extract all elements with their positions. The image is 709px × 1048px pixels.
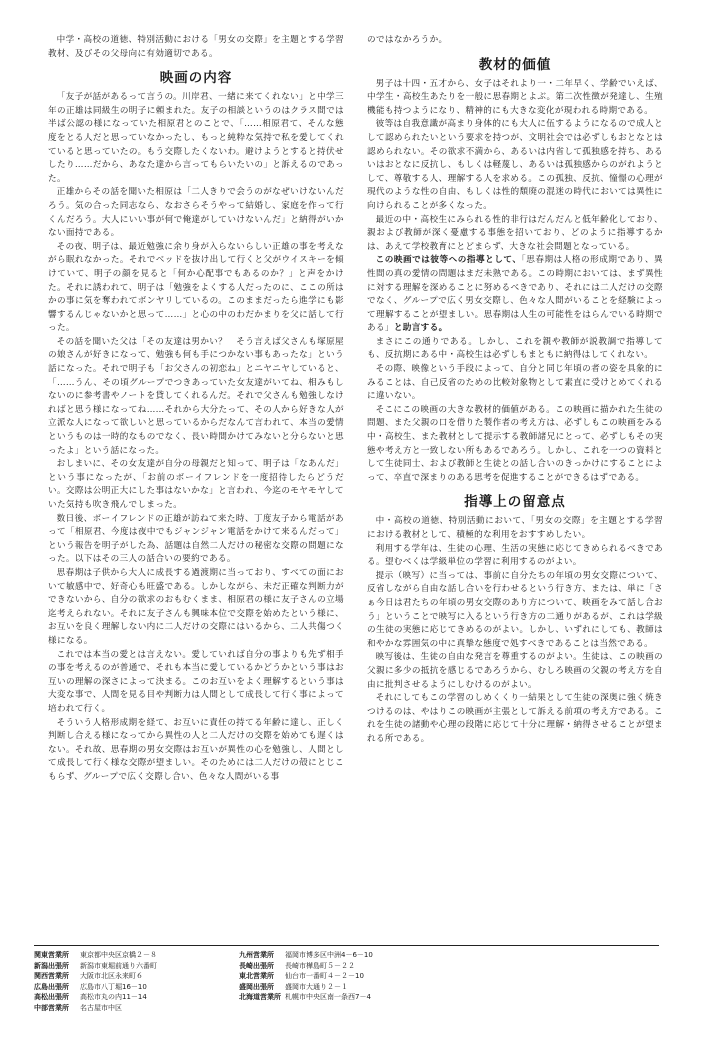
- value-paragraph: そこにこの映画の大きな教材的価値がある。この映画に描かれた生徒の問題、また父親の口を借りた製作者の考え方は、必ずしもこの映画をみる中・高校生、また教材として提示する教師諸兄にとって、必ずしもその実態や考え方と一致しない所もあるであろう。しかし、これを一つの資料として生徒同士、および教師と生徒との話し合いのきっかけにすることによって、卒直で深まりのある思考を促進することができるはずである。: [367, 404, 663, 483]
- heading-educational-value: 教材的価値: [478, 56, 552, 73]
- notes-paragraph: それにしてもこの学習のしめくくり一結果として生徒の深奥に強く焼きつけるのは、やはりこの映画が主張として訴える前項の考え方である。これを生徒の諸動や心理の段階に応じて十分に理解・納得させることが望まれる所である。: [367, 693, 663, 744]
- content-paragraph: これでは本当の愛とは言えない。愛していれば自分の事よりも先ず相手の事を考えるのが普通で、それも本当に愛しているかどうかという事はお互いの理解の深さによって決まる。このお互いをよく理解するという事は大変な事で、人間を見る目や判断力は人間として成長して行く事によって培われて行く。: [48, 649, 344, 714]
- office-name: 中部営業所: [34, 1003, 69, 1012]
- content-paragraph: 数日後、ボーイフレンドの正雄が訪ねて来た時、丁度友子から電話があって「相原君、今度は夜中でもジャンジャン電話をかけて来るんだって」という報告を明子がした為、話題は自然二人だけの秘密な交際の問題になった。以下はその三人の話合いの要約である。: [48, 513, 344, 565]
- content-paragraph: その夜、明子は、最近勉強に余り身が入らないらしい正雄の事を考えながら眠れなかった。それでベッドを抜け出して行くと父がウイスキーを傾けていて、明子の顔を見ると「何か心配事でもあるのか？」と声をかけた。それに誘われて、明子は「勉強をよくする人だったのに、ここの所はかの事に気を奪われてボンヤリしているの。このままだったら進学にも影響するんじゃないかと思って……」と心の中のわだかまりを父に話して行った。: [48, 241, 344, 334]
- office-address: 大阪市北区永来町６: [80, 972, 143, 981]
- office-address: 東京都中央区京橋２－８: [80, 951, 157, 959]
- emphasis-end: と助言する。: [393, 323, 448, 334]
- office-entry: [239, 961, 539, 972]
- office-name: 九州営業所: [239, 951, 274, 959]
- office-name: 東北営業所: [239, 972, 274, 981]
- office-entry: [239, 971, 539, 982]
- continuation-line: のではなかろうか。: [367, 35, 448, 45]
- heading-film-content: 映画の内容: [159, 70, 233, 87]
- office-address: 仙台市一番町４－２－10: [285, 972, 364, 981]
- office-entry: [239, 982, 539, 993]
- office-address: 高松市丸の内11－14: [80, 993, 147, 1002]
- right-column: [367, 34, 663, 944]
- office-name: 広島出張所: [34, 982, 69, 991]
- content-paragraph: おしまいに、その女友達が自分の母親だと知って、明子は「なあんだ」という事になったが、「お前のボーイフレンドを一度招待したらどうだい。交際は公明正大にした事はないかな」と言われ、今迄のモヤモヤしていた気持も吹き飛んでしまった。: [48, 459, 344, 510]
- office-address: 広島市八丁堀16－10: [80, 982, 147, 991]
- footer-divider: [34, 945, 659, 946]
- value-paragraph: その際、映像という手段によって、自分と同じ年頃の者の姿を具象的にみることは、自己反省のための比較対象物として素直に受けとめてくれるに違いない。: [367, 364, 663, 402]
- office-name: 関東営業所: [34, 951, 69, 959]
- office-address: 札幌市中央区南一条西7－4: [285, 993, 371, 1002]
- office-entry: [239, 950, 539, 961]
- notes-paragraph: 利用する学年は、生徒の心理、生活の実態に応じてきめられるべきである。望むべくは学級単位の学習に利用するのがよい。: [367, 543, 663, 568]
- office-address: 新潟市東堀前通り六番町: [80, 961, 157, 970]
- content-paragraph: その話を聞いた父は「その友達は男かい？ そう言えば父さんも塚原屋の娘さんが好きになって、勉強も何も手につかない事もあったな」という話になった。それで明子も「お父さんの初恋ね」とニヤニヤしていると、「……うん、その頃グループでつきあっていた女友達がいてね、相みもしないのに参考書やノートを貸してくれるんだ。それで父さんも勉強しなければと思う様になってね……それから大分たって、その人から好きな人が立派な人になって欲しいと思っているからだなんて言われて、本当の愛情というものは一時的なものでなく、長い時間かけてみないと分らないと思ったよ」という話になった。: [48, 336, 344, 456]
- content-paragraph: 思春期は子供から大人に成長する過渡期に当っており、すべての面において敏感中で、好奇心も旺盛である。しかしながら、未だ正確な判断力ができないから、自分の欲求のおもむくまま、相原君の様に友子さんの立場迄考えられない。それに友子さんも興味本位で交際を始めたという様に、お互いを良く理解しない内に二人だけの交際にはいるから、二人共傷つく様になる。: [48, 567, 344, 646]
- office-name: 盛岡出張所: [239, 982, 274, 991]
- content-paragraph: そういう人格形成期を経て、お互いに責任の持てる年齢に達し、正しく判断し合える様になってから異性の人と二人だけの交際を始めても遅くはない。それ故、思春期の男女交際はお互いが異性の心を勉強し、人間として成長して行く様な交際が望ましい。そのためには二人だけの殻にとじこもらず、グループで広く交際し合い、色々な人間がいる事: [48, 717, 344, 782]
- value-paragraph: 男子は十四・五才から、女子はそれより一・二年早く、学齢でいえば、中学生・高校生あたりを一般に思春期とよぶ。第二次性徴が発達し、生殖機能も持つようになり、精神的にも大きな変化が現われる時期である。: [367, 78, 663, 116]
- office-name: 北海道営業所: [239, 993, 281, 1002]
- office-name: 長崎出張所: [239, 961, 274, 970]
- emphasis-label: この映画では彼等への指導として、: [375, 255, 522, 266]
- office-address: 盛岡市大通り２－１: [285, 982, 348, 991]
- office-entry: [239, 992, 539, 1003]
- heading-teaching-notes: 指導上の留意点: [464, 494, 566, 511]
- left-column: [48, 34, 344, 944]
- intro-paragraph: 中学・高校の道徳、特別活動における「男女の交際」を主題とする学習教材、及びその父母向に有効適切である。: [48, 35, 344, 59]
- content-paragraph: 正雄からその話を聞いた相原は「二人きりで会うのがなぜいけないんだろう。気の合った同志なら、なおさらそうやって結婚し、家庭を作って行くんだろう。大人にいい事が何で俺達がしていけないんだ」と納得がいかない面持である。: [48, 187, 344, 239]
- value-paragraph: まさにこの通りである。しかし、これを親や教師が説教調で指導しても、反抗期にある中・高校生は必ずしもまともに納得はしてくれない。: [367, 336, 663, 361]
- office-name: 新潟出張所: [34, 961, 69, 970]
- value-paragraph: 最近の中・高校生にみられる性的非行はだんだんと低年齢化しており、親および教師が深く憂慮する事態を招いており、どのように指導するかは、あえて学校教育にとどまらず、大きな社会問題となっている。: [367, 214, 663, 252]
- office-name: 関西営業所: [34, 972, 69, 981]
- guidance-emphasis-paragraph: [367, 254, 663, 336]
- value-paragraph: 彼等は自我意識が高まり身体的にも大人に伍するようになるので成人として認められたいという要求を持つが、文明社会では必ずしもおとなとは認められない。その欲求不満から、あるいは内省して孤独感を持ち、あるいはおとなに反抗し、もしくは軽蔑し、あるいは孤独感からのがれようとして、尊敬する人、理解する人を求める。この孤独、反抗、憧憬の心理が現代のような性の自由、もしくは性的頽廃の混迷の時代においては異性に向けられることが多くなった。: [367, 119, 663, 211]
- notes-paragraph: 提示（映写）に当っては、事前に自分たちの年頃の男女交際について、反省しながら自由な話し合いを行わせるという行き方、または、単に「さぁ今日は君たちの年頃の男女交際のあり方について、映画をみて話し合おう」ということで映写に入るという行き方の二通りがあるが、これは学級の生徒の実態に応じてきめるのがよい。しかし、いずれにしても、教師は和やかな雰囲気の中に真摯な態度で処すべきであることは当然である。: [367, 570, 663, 649]
- office-name: 高松出張所: [34, 993, 69, 1002]
- office-address: 長崎市樺島町５－２２: [285, 961, 355, 970]
- notes-paragraph: 中・高校の道徳、特別活動において、「男女の交際」を主題とする学習における教材として、積極的な利用をおすすめしたい。: [367, 516, 663, 540]
- office-list-right: [239, 950, 539, 1003]
- notes-paragraph: 映写後は、生徒の自由な発言を尊重するのがよい。生徒は、この映画の父親に多少の抵抗を感じるであろうから、むしろ映画の父親の考え方を自由に批判させるようにしむけるのがよい。: [367, 652, 663, 690]
- office-address: 福岡市博多区中洲4－6－10: [285, 951, 373, 959]
- office-address: 名古屋市中区: [80, 1003, 122, 1012]
- content-paragraph: 「友子が話があるって言うの。川岸君、一緒に来てくれない」と中学三年の正雄は同級生の明子に頼まれた。友子の相談というのはクラス間では半ば公認の様になっていた相原君とのことで、「……相原君て、そんな態度をとる人だと思っていなかったし、もっと純粋な気持で私を愛してくれていると思っていたの。もう交際したくないわ。避けようとすると持伏せしたり……だから、あなた達から言ってもらいたいの」と訴えるのであった。: [48, 92, 344, 184]
- emphasis-quote: 「思春期は人格の形成期であり、異性間の真の愛情の問題はまだ未熟である。この時期においては、まず異性に対する理解を深めることに努めるべきであり、それには二人だけの交際でなく、グループで広く男女交際し、色々な人間がいることを経験によって理解することが望ましい。思春期は人生の可能性をはらんでいる時期である」: [367, 255, 663, 334]
- office-entry: [34, 1003, 334, 1014]
